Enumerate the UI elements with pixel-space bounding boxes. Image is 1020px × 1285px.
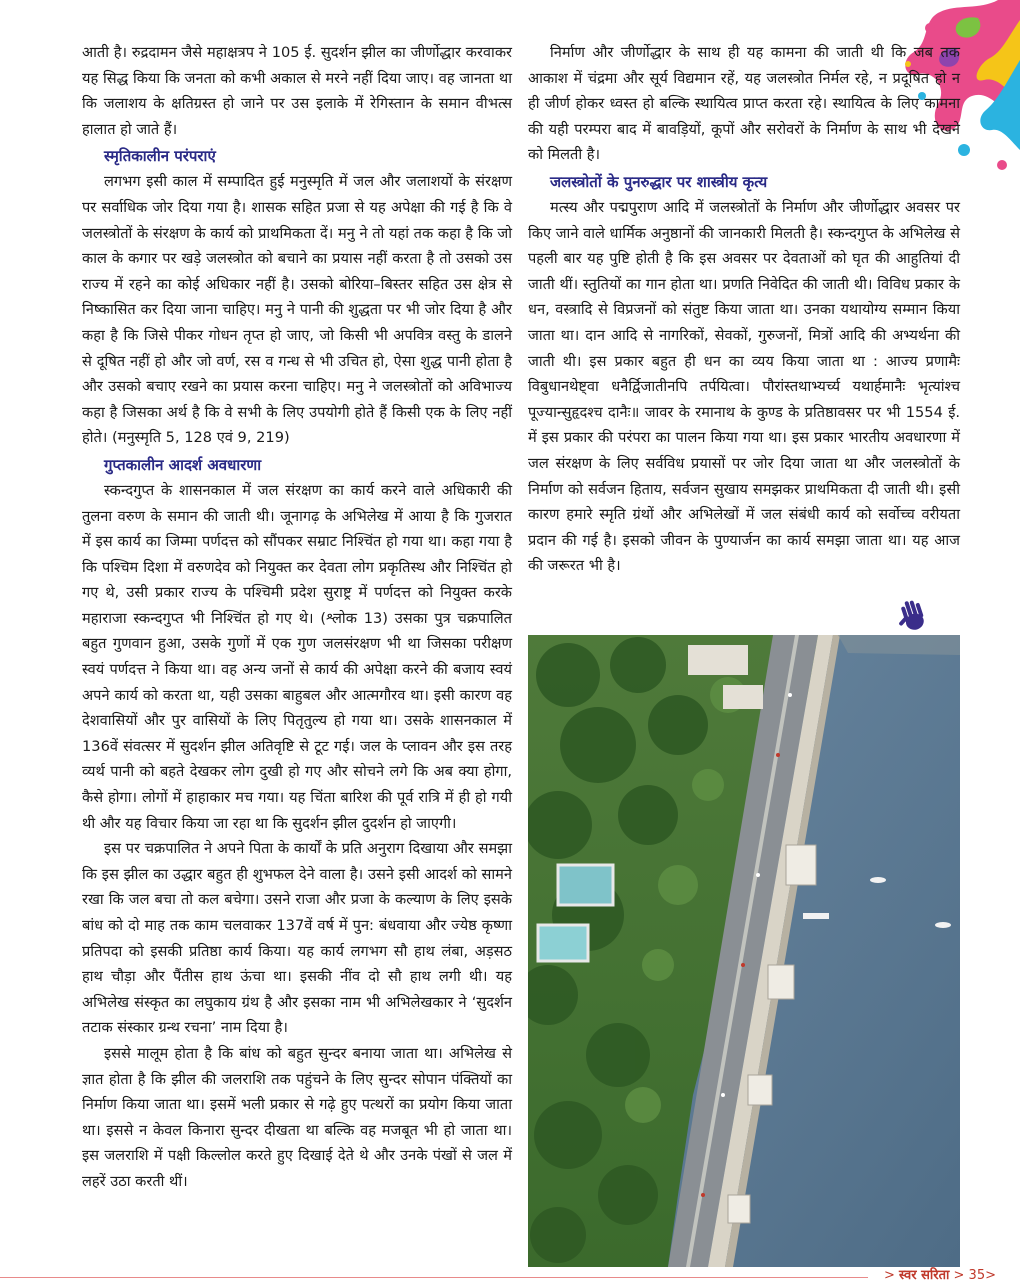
footer-separator: > xyxy=(949,1268,969,1283)
footer-suffix: > xyxy=(985,1268,996,1283)
footer-rule xyxy=(0,1277,868,1278)
hand-icon xyxy=(893,596,933,636)
right-paragraph-1: निर्माण और जीर्णोद्धार के साथ ही यह कामना की जाती थी कि जब तक आकाश में चंद्रमा और सूर्य विद्यमान रहें, यह जलस्त्रोत निर्मल रहे, न प्रदूषित हो न ही जीर्ण होकर ध्वस्त हो बल्कि स्थायित्व प्राप्त करता रहे। स्थायित्व के लिए कामना की यही परम्परा बाद में बावड़ियों, कूपों और सरोवरों के निर्माण के साथ भी देखने को मिलती है। xyxy=(528,44,960,164)
left-paragraph-5: इससे मालूम होता है कि बांध को बहुत सुन्दर बनाया जाता था। अभिलेख से ज्ञात होता है कि झील की जलराशि तक पहुंचने के लिए सुन्दर सोपान पंक्तियों का निर्माण किया जाता था। इसमें भली प्रकार से गढ़े हुए पत्थरों का प्रयोग किया जाता था। इससे न केवल किनारा सुन्दर दीखता था बल्कि वह मजबूत भी हो जाता था। इस जलराशि में पक्षी किल्लोल करते हुए दिखाई देते थे और उनके पंखों से जल में लहरें उठा करती थीं। xyxy=(82,1044,512,1190)
left-paragraph-3: स्कन्दगुप्त के शासनकाल में जल संरक्षण का कार्य करने वाले अधिकारी की तुलना वरुण के समान की जाती थी। जूनागढ़ के अभिलेख में आया है कि गुजरात में इस कार्य का जिम्मा पर्णदत्त को सौंपकर सम्राट निश्चिंत हो गया था। कहा गया है कि पश्चिम दिशा में वरुणदेव को नियुक्त कर देवता लोग प्रकृतिस्थ और निश्चिंत हो गए थे, उसी प्रकार राज्य के पश्चिमी प्रदेश सुराष्ट्र में पर्णदत्त को नियुक्त करके महाराजा स्कन्दगुप्त भी निश्चिंत हो गए थे। (श्लोक 13) उसका पुत्र चक्रपालित बहुत गुणवान हुआ, उसके गुणों में एक गुण जलसंरक्षण भी था जिसका परीक्षण स्वयं पर्णदत्त ने किया था। वह अन्य जनों से कार्य की अपेक्षा करने की बजाय स्वयं अपने कार्य को करता था, यही उसका बाहुबल और आत्मगौरव था। इसी कारण वह देशवासियों और पुर वासियों के लिए पितृतुल्य हो गया था। उसके शासनकाल में 136वें संवत्सर में सुदर्शन झील अतिवृष्टि से टूट गई। जल के प्लावन और इस तरह व्यर्थ पानी को बहते देखकर लोग दुखी हो गए और सोचने लगे कि अब क्या होगा, कैसे होगा। लोगों में हाहाकार मच गया। यह चिंता बारिश की पूर्व रात्रि में ही हो गयी थी और यह विचार किया जा रहा था कि सुदर्शन झील दुदर्शन हो जाएगी। xyxy=(82,481,512,832)
section-heading-gupta: गुप्तकालीन आदर्श अवधारणा xyxy=(104,455,262,474)
section-heading-shastriya: जलस्त्रोतों के पुनरुद्धार पर शास्त्रीय कृत्य xyxy=(550,172,768,191)
lakeside-promenade-photo xyxy=(528,635,960,1267)
left-paragraph-1: आती है। रुद्रदामन जैसे महाक्षत्रप ने 105 ई. सुदर्शन झील का जीर्णोद्धार करवाकर यह सिद्ध किया कि जनता को कभी अकाल से मरने नहीं दिया जाए। वह जानता था कि जलाशय के क्षतिग्रस्त हो जाने पर उस इलाके में रेगिस्तान के समान वीभत्स हालात हो जाते हैं। xyxy=(82,44,512,138)
left-column xyxy=(82,40,512,1195)
page-footer xyxy=(884,1268,996,1284)
section-heading-smriti: स्मृतिकालीन परंपराएं xyxy=(104,147,216,166)
right-column xyxy=(528,40,960,579)
left-paragraph-4: इस पर चक्रपालित ने अपने पिता के कार्यों के प्रति अनुराग दिखाया और समझा कि इस झील का उद्धार बहुत ही शुभफल देने वाला है। उसने इसी आदर्श को सामने रखा कि जल बचा तो कल बचेगा। उसने राजा और प्रजा के कल्याण के लिए इसके बांध को दो माह तक काम चलवाकर 137वें वर्ष में पुन: बंधवाया और ज्येष्ठ कृष्णा प्रतिपदा को इसकी प्रतिष्ठा कार्य किया। यह कार्य लगभग सौ हाथ लंबा, अड़सठ हाथ चौड़ा और पैंतीस हाथ ऊंचा था। इसकी नींव दो सौ हाथ लगी थी। यह अभिलेख संस्कृत का लघुकाय ग्रंथ है और इसका नाम भी अभिलेखकार ने ‘सुदर्शन तटाक संस्कार ग्रन्थ रचना’ नाम दिया है। xyxy=(82,840,512,1037)
magazine-name: स्वर सरिता xyxy=(898,1268,950,1283)
page-number: 35 xyxy=(968,1268,986,1283)
right-paragraph-2: मत्स्य और पद्मपुराण आदि में जलस्त्रोतों के निर्माण और जीर्णोद्धार अवसर पर किए जाने वाले धार्मिक अनुष्ठानों की जानकारी मिलती है। स्कन्दगुप्त के अभिलेख से पहली बार यह पुष्टि होती है कि इस अवसर पर देवताओं को घृत की आहुतियां दी जाती थीं। स्तुतियों का गान होता था। प्रणति निवेदित की जाती थी। विविध प्रकार के धन, वस्त्रादि से विप्रजनों को संतुष्ट किया जाता था। उनका यथायोग्य सम्मान किया जाता था। दान आदि से नागरिकों, सेवकों, गुरुजनों, मित्रों आदि की अभ्यर्थना की जाती थी। इस प्रकार बहुत ही धन का व्यय किया जाता था : आज्य प्रणामैः विबुधानथेष्ट्वा धनैर्द्विजातीनपि तर्पयित्वा। पौरांस्तथाभ्यर्च्य यथार्हमानैः भृत्यांश्च पूज्यान्सुहृदश्च दानैः॥ जावर के रमानाथ के कुण्ड के प्रतिष्ठावसर पर भी 1554 ई. में इस प्रकार की परंपरा का पालन किया गया था। इस प्रकार भारतीय अवधारणा में जल संरक्षण के लिए सर्वविध प्रयासों पर जोर दिया जाता था और जलस्त्रोतों के निर्माण को सर्वजन हिताय, सर्वजन सुखाय समझकर प्राथमिकता दी जाती थी। इसी कारण हमारे स्मृति ग्रंथों और अभिलेखों में जल संबंधी कार्य को सर्वोच्च वरीयता प्रदान की गई है। इसको जीवन के पुण्यार्जन का कार्य समझा जाता था। यह आज की जरूरत भी है। xyxy=(528,198,960,575)
footer-prefix: > xyxy=(883,1268,899,1283)
left-paragraph-2: लगभग इसी काल में सम्पादित हुई मनुस्मृति में जल और जलाशयों के संरक्षण पर सर्वाधिक जोर दिया गया है। शासक सहित प्रजा से यह अपेक्षा की गई है कि वे जलस्त्रोतों के संरक्षण के कार्य को प्राथमिकता दें। मनु ने तो यहां तक कहा है कि जो काल के कगार पर खड़े जलस्त्रोत को बचाने का प्रयास नहीं करता है तो उसको उस राज्य में रहने का कोई अधिकार नहीं है। उसको बोरिया–बिस्तर सहित उस क्षेत्र से निष्कासित कर दिया जाना चाहिए। मनु ने पानी की शुद्धता पर भी जोर दिया है और कहा है कि जिसे पीकर गोधन तृप्त हो जाए, जो किसी भी अपवित्र वस्तु के डालने से दूषित नहीं हो और जो वर्ण, रस व गन्ध से भी उचित हो, ऐसा शुद्ध पानी होता है और उसको बचाए रखने का प्रयास करना चाहिए। मनु ने जलस्त्रोतों को अविभाज्य कहा है जिसका अर्थ है कि वे सभी के लिए उपयोगी होते हैं किसी एक के लिए नहीं होते। (मनुस्मृति 5, 128 एवं 9, 219) xyxy=(82,173,512,447)
